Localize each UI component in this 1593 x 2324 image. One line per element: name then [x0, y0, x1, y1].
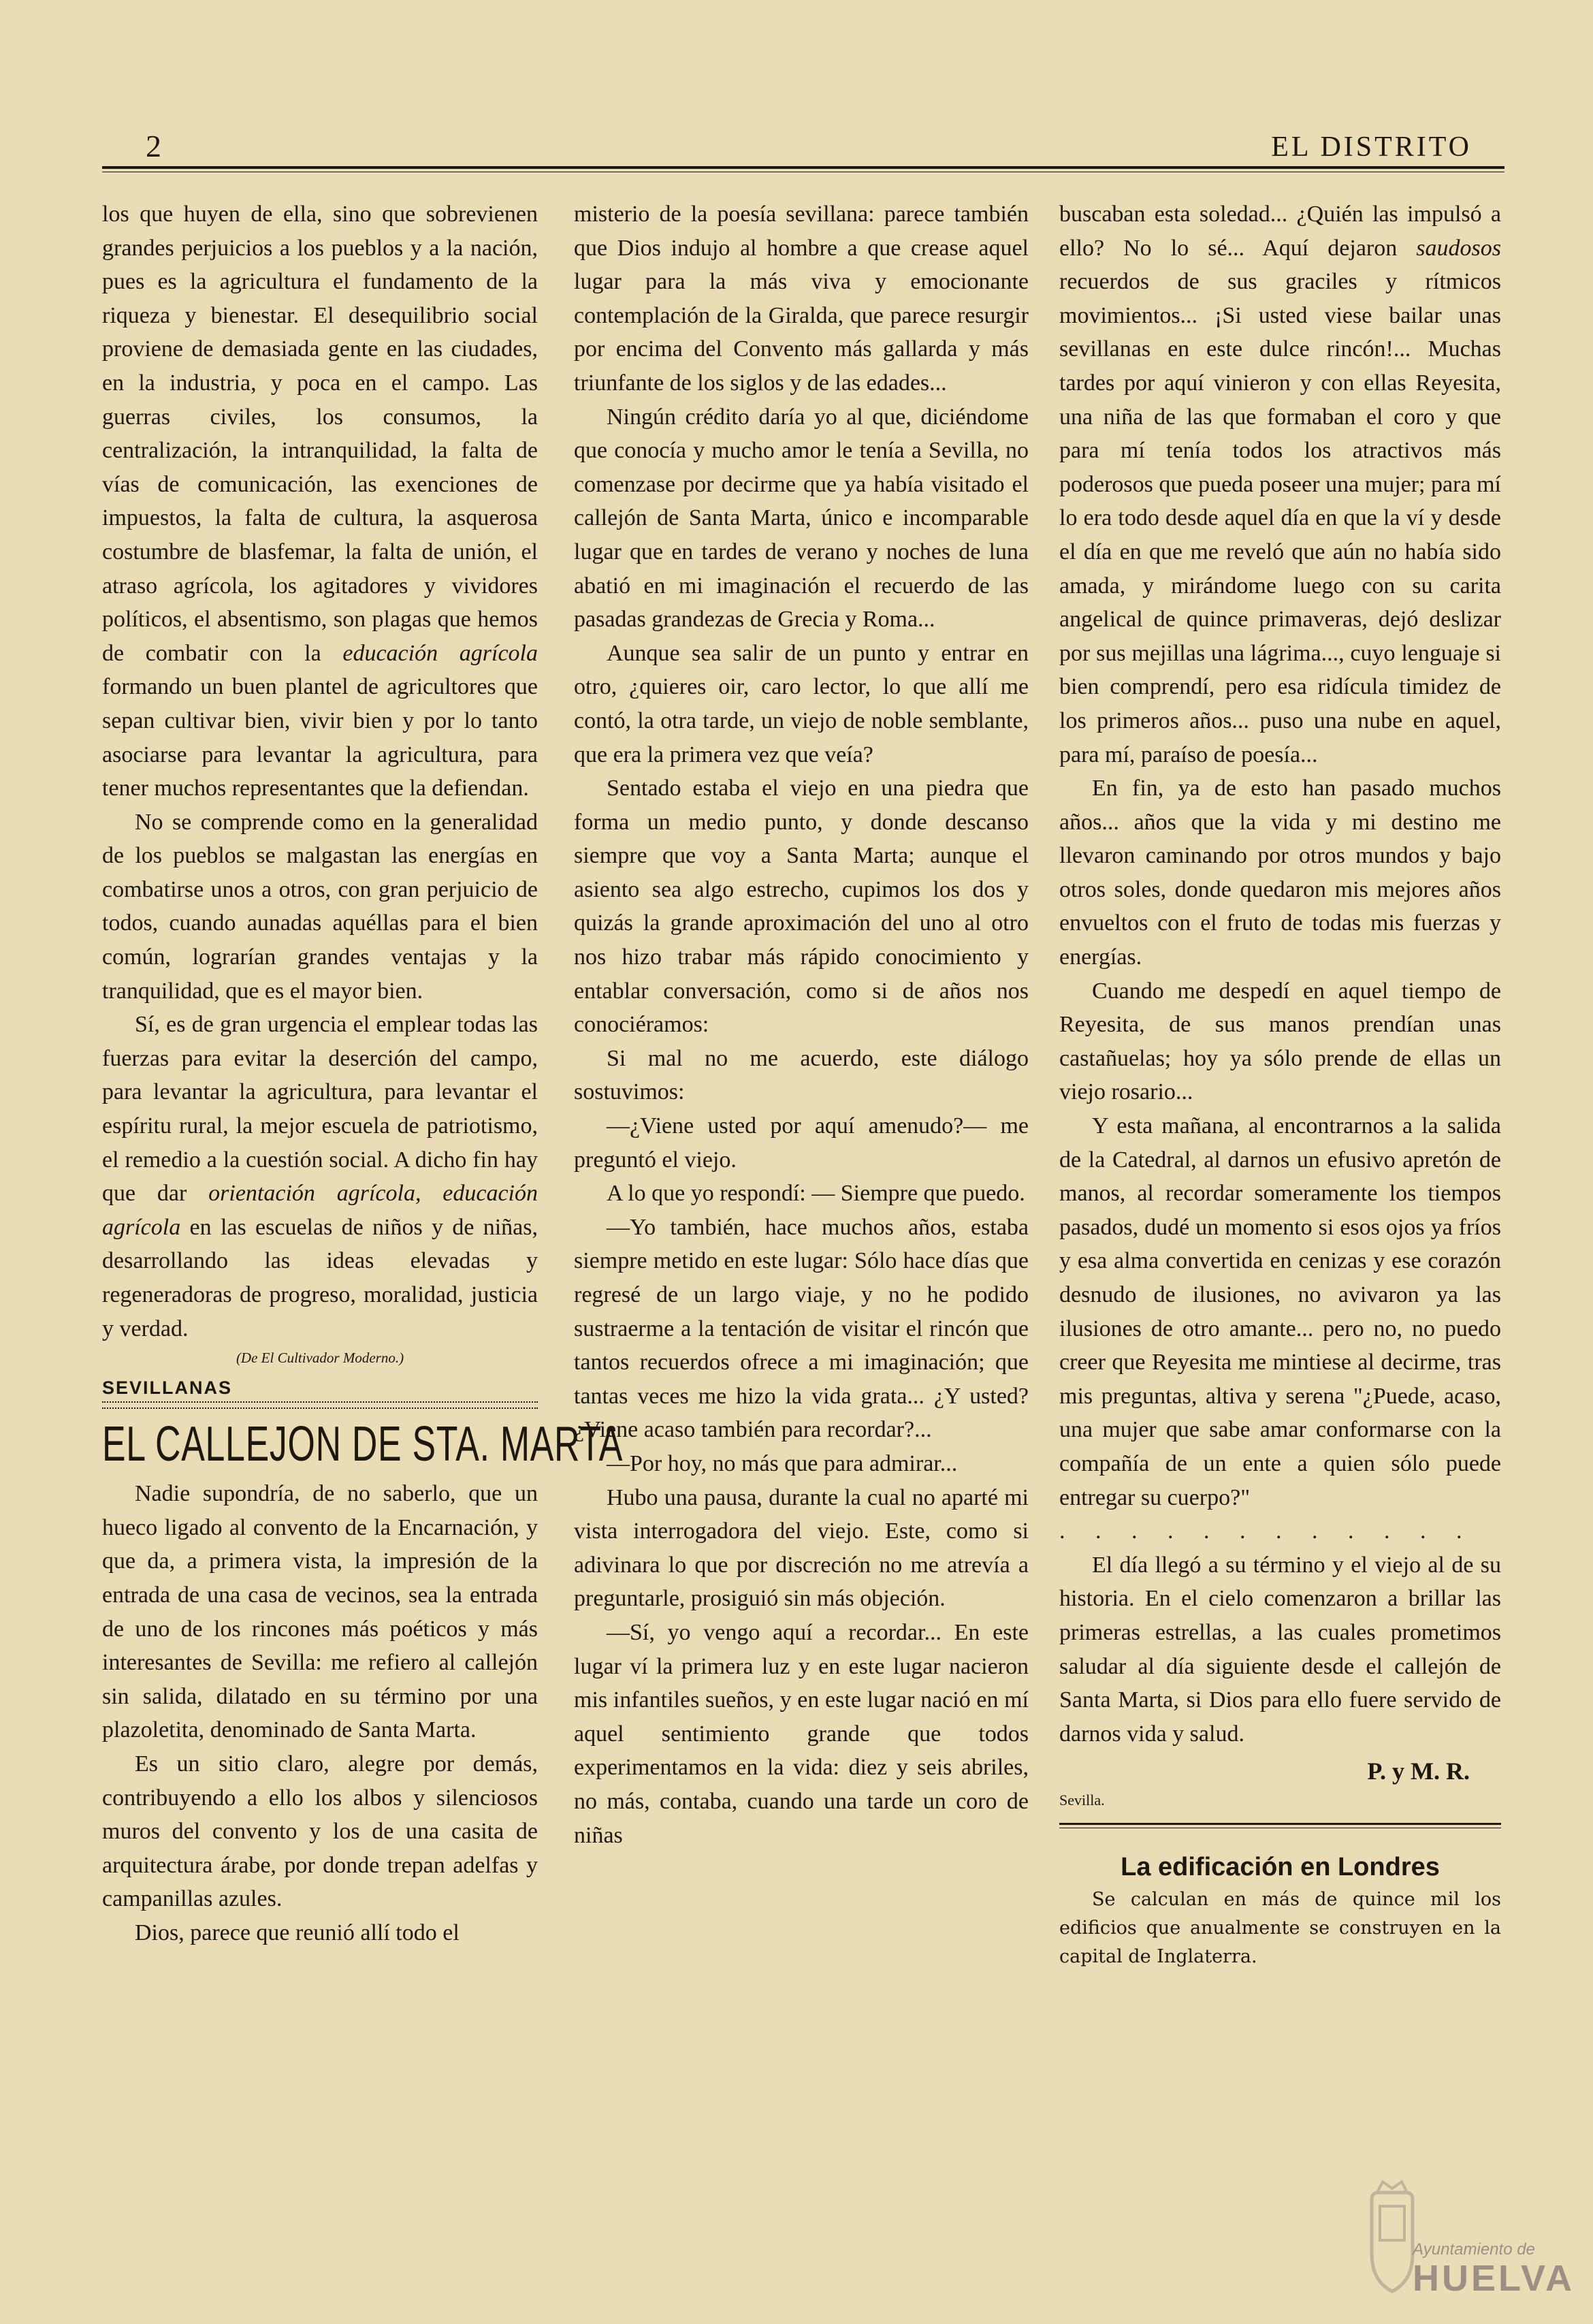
news-item-body: Se calculan en más de quince mil los edificios que anualmente se construyen en la capital de Inglaterra. [1059, 1888, 1501, 1967]
dateline: Sevilla. [1059, 1791, 1105, 1809]
column-2 [574, 197, 1029, 1852]
box-rule [1059, 1823, 1501, 1828]
page-header [102, 124, 1504, 173]
ellipsis-separator: . . . . . . . . . . . . [1059, 1518, 1475, 1544]
header-rule [102, 166, 1504, 169]
article-title: EL CALLEJON DE STA. MARTA [102, 1417, 624, 1472]
paragraph: A lo que yo respondí: — Siempre que puedo. [607, 1181, 1025, 1207]
paragraph: Si mal no me acuerdo, este diálogo sostuvimos: [574, 1045, 1029, 1105]
section-label: SEVILLANAS [102, 1378, 233, 1399]
paragraph: Sentado estaba el viejo en una piedra que forma un medio punto, y donde descanso siempre que voy a Santa Marta; aunque el asiento sea algo estrecho, cupimos los dos y quizás la grande aproximación del uno al otro nos hizo trabar más rápido conocimiento y entablar conversación, como si de años nos conociéramos: [574, 776, 1029, 1038]
paragraph: En fin, ya de esto han pasado muchos años... años que la vida y mi destino me llevaron caminando por otros mundos y bajo otros soles, donde quedaron mis mejores años envueltos con el fruto de todas mis fuerzas y energías. [1059, 776, 1501, 970]
emphasis: saudosos [1416, 235, 1501, 261]
paragraph: El día llegó a su término y el viejo al de su historia. En el cielo comenzaron a brillar las primeras estrellas, a las cuales prometimos saludar al día siguiente desde el callejón de Santa Marta, si Dios para ello fuere servido de darnos vida y salud. [1059, 1552, 1501, 1747]
paragraph: Y esta mañana, al encontrarnos a la salida de la Catedral, al darnos un efusivo apretón de manos, al recordar someramente los tiempos pasados, dudé un momento si esos ojos ya fríos y esa alma convertida en cenizas y ese corazón desnudo de ilusiones, no avivaron ya las ilusiones de otro amante... pero no, no puedo creer que Reyesita me mintiese al decirme, tras mis preguntas, altiva y serena "¿Puede, acaso, una mujer que sabe amar conformarse con la compañía de un ente a quien sólo puede entregar su cuerpo?" [1059, 1113, 1501, 1510]
author-signature: P. y M. R. [1367, 1757, 1470, 1785]
paragraph: misterio de la poesía sevillana: parece también que Dios indujo al hombre a que crease aquel lugar para la más viva y emocionante contemplación de la Giralda, que parece resurgir por encima del Convento más gallarda y más triunfante de los siglos y de las edades... [574, 202, 1029, 396]
paragraph: Nadie supondría, de no saberlo, que un hueco ligado al convento de la Encarnación, y que da, a primera vista, la impresión de la entrada de una casa de vecinos, sea la entrada de uno de los rincones más poéticos y más interesantes de Sevilla: me refiero al callejón sin salida, dilatado en su término por una plazoletita, denominado de Santa Marta. [102, 1481, 538, 1743]
newspaper-name: EL DISTRITO [1271, 131, 1472, 163]
paragraph: Ningún crédito daría yo al que, diciéndome que conocía y mucho amor le tenía a Sevilla, no comenzase por decirme que ya había visitado el callejón de Santa Marta, único e incomparable lugar que en tardes de verano y noches de luna abatió en mi imaginación el recuerdo de las pasadas grandezas de Grecia y Roma... [574, 404, 1029, 633]
paragraph: No se comprende como en la generalidad de los pueblos se malgastan las energías en combatirse unos a otros, con gran perjuicio de todos, cuando aunadas aquéllas para el bien común, lograrían grandes ventajas y la tranquilidad, que es el mayor bien. [102, 809, 538, 1004]
column-3 [1059, 197, 1501, 1971]
watermark [1413, 2240, 1575, 2297]
paragraph: los que huyen de ella, sino que sobrevienen grandes perjuicios a los pueblos y a la nación, pues es la agricultura el fundamento de la riqueza y bienestar. El desequilibrio social proviene de demasiada gente en las ciudades, en la industria, y poca en el campo. Las guerras civiles, los consumos, la centralización, la intranquilidad, la falta de vías de comunicación, las exenciones de impuestos, la falta de cultura, la asquerosa costumbre de blasfemar, la falta de unión, el atraso agrícola, los agitadores y vividores políticos, el absentismo, son plagas que hemos de combatir con la educación agrícola formando un buen plantel de agricultores que sepan cultivar bien, vivir bien y por lo tanto asociarse para levantar la agricultura, para tener muchos representantes que la defiendan. [102, 202, 538, 801]
page-number: 2 [146, 129, 161, 163]
watermark-line-2: HUELVA [1413, 2258, 1575, 2299]
news-item-title: La edificación en Londres [1121, 1852, 1440, 1881]
paragraph: Hubo una pausa, durante la cual no aparté mi vista interrogadora del viejo. Este, como si adivinara lo que por discreción no me atrevía a preguntarle, prosiguió sin más objeción. [574, 1484, 1029, 1612]
paragraph: Aunque sea salir de un punto y entrar en otro, ¿quieres oir, caro lector, lo que allí me contó, la otra tarde, un viejo de noble semblante, que era la primera vez que veía? [574, 640, 1029, 767]
paragraph: —Yo también, hace muchos años, estaba siempre metido en este lugar: Sólo hace días que regresé de un largo viaje, y no he podido sustraerme a la tentación de visitar el rincón que tantos recuerdos ofrece a mi imaginación; que tantas veces me hizo la vida grata... ¿Y usted? ¿Viene acaso también para recordar?... [574, 1214, 1029, 1443]
paragraph: Dios, parece que reunió allí todo el [135, 1920, 460, 1945]
paragraph: Sí, es de gran urgencia el emplear todas las fuerzas para evitar la deserción del campo, para levantar la agricultura, para levantar el espíritu rural, la mejor escuela de patriotismo, el remedio a la cuestión social. A dicho fin hay que dar orientación agrícola, educación agrícola en las escuelas de niños y de niñas, desarrollando las ideas elevadas y regeneradoras de progreso, moralidad, justicia y verdad. [102, 1012, 538, 1341]
column-1 [102, 197, 624, 1950]
section-rule [102, 1401, 538, 1409]
paragraph: —¿Viene usted por aquí amenudo?— me preguntó el viejo. [574, 1113, 1029, 1173]
paragraph: Es un sitio claro, alegre por demás, contribuyendo a ello los albos y silenciosos muros del convento y los de una casita de arquitectura árabe, por donde trepan adelfas y campanillas azules. [102, 1751, 538, 1912]
paragraph: —Sí, yo vengo aquí a recordar... En este lugar ví la primera luz y en este lugar nacieron mis infantiles sueños, y en este lugar nació en mí aquel sentimiento grande que todos experimentamos en la vida: diez y seis abriles, no más, contaba, cuando una tarde un coro de niñas [574, 1619, 1029, 1848]
emphasis: educación agrícola [342, 640, 538, 666]
paragraph: buscaban esta soledad... ¿Quién las impulsó a ello? No lo sé... Aquí dejaron saudosos recuerdos de sus graciles y rítmicos movimientos... ¡Si usted viese bailar unas sevillanas en este dulce rincón!... Muchas tardes por aquí vinieron y con ellas Reyesita, una niña de las que formaban el coro y que para mí tenía todos los atractivos más poderosos que pueda poseer una mujer; para mí lo era todo desde aquel día en que la ví y desde el día en que me reveló que aún no había sido amada, y mirándome luego con su carita angelical de quince primaveras, dejó deslizar por sus mejillas una lágrima..., cuyo lenguaje si bien comprendí, pero esa ridícula timidez de los primeros años... puso una nube en aquel, para mí, paraíso de poesía... [1059, 202, 1501, 767]
paragraph: —Por hoy, no más que para admirar... [607, 1450, 958, 1476]
watermark-line-1: Ayuntamiento de [1413, 2240, 1535, 2259]
paragraph: Cuando me despedí en aquel tiempo de Reyesita, de sus manos prendían unas castañuelas; hoy ya sólo prende de ellas un viejo rosario... [1059, 978, 1501, 1105]
emphasis: orientación agrícola, educación agrícola [102, 1181, 538, 1240]
source-note: (De El Cultivador Moderno.) [236, 1350, 404, 1367]
